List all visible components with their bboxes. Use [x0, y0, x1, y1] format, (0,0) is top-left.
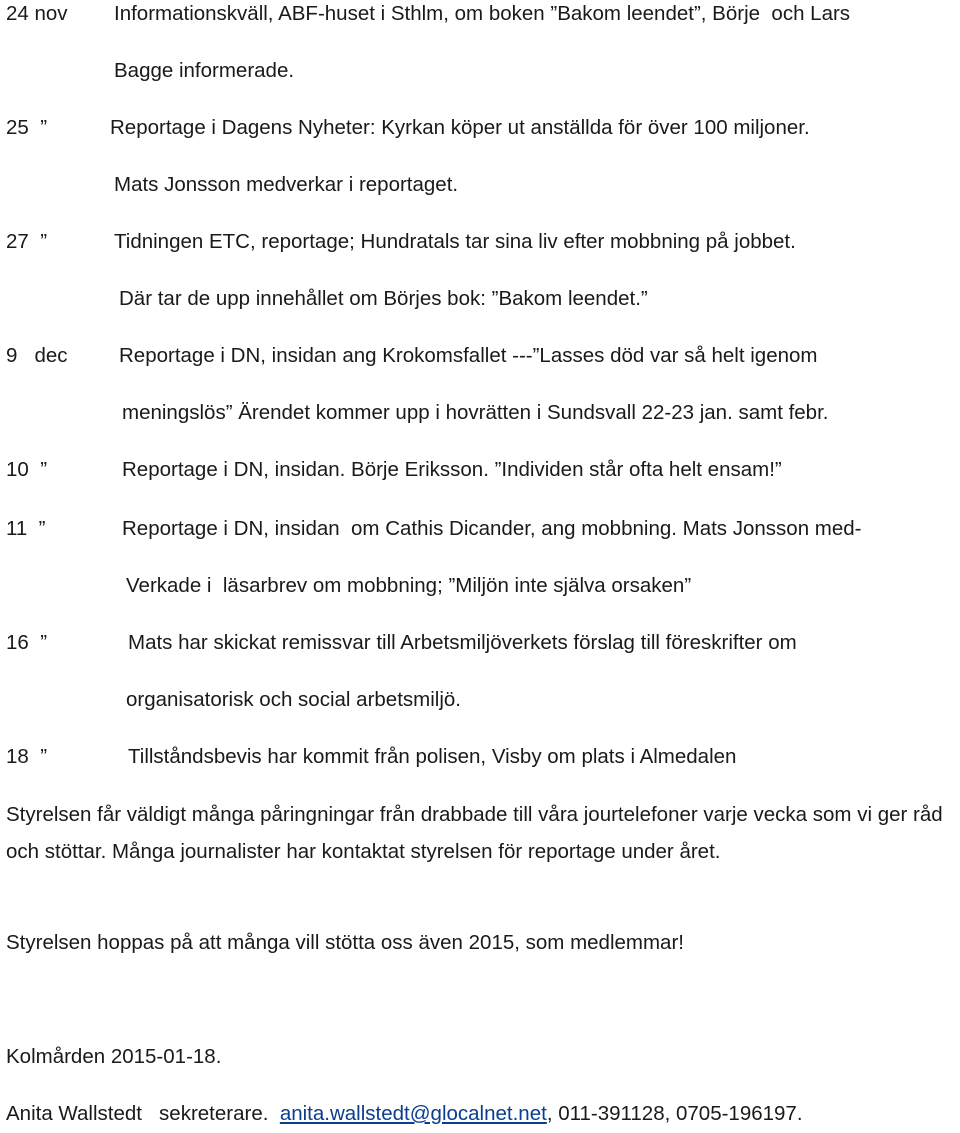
entry-date: 25 ”	[6, 116, 48, 139]
entry-text: organisatorisk och social arbetsmiljö.	[126, 688, 461, 711]
signature-phones: , 011-391128, 0705-196197.	[546, 1102, 803, 1125]
entry-text: Verkade i läsarbrev om mobbning; ”Miljön inte själva orsaken”	[126, 574, 692, 597]
entry-text: Tillståndsbevis har kommit från polisen, Visby om plats i Almedalen	[128, 745, 737, 768]
entry-text: Reportage i DN, insidan om Cathis Dicander, ang mobbning. Mats Jonsson med-	[122, 517, 862, 540]
entry-text: Reportage i Dagens Nyheter: Kyrkan köper ut anställda för över 100 miljoner.	[110, 116, 810, 139]
signature-name: Anita Wallstedt sekreterare.	[6, 1102, 280, 1125]
entry-date: 18 ”	[6, 745, 48, 768]
entry-text: Reportage i DN, insidan ang Krokomsfallet ---”Lasses död var så helt igenom	[119, 344, 818, 367]
entry-date: 10 ”	[6, 458, 48, 481]
entry-date: 27 ”	[6, 230, 48, 253]
entry-date: 11 ”	[6, 517, 46, 540]
entry-text: Tidningen ETC, reportage; Hundratals tar sina liv efter mobbning på jobbet.	[114, 230, 796, 253]
email-link[interactable]: anita.wallstedt@glocalnet.net	[279, 1102, 547, 1125]
entry-text: Reportage i DN, insidan. Börje Eriksson. ”Individen står ofta helt ensam!”	[122, 458, 782, 481]
entry-text: Mats Jonsson medverkar i reportaget.	[114, 173, 459, 196]
entry-text: Där tar de upp innehållet om Börjes bok: ”Bakom leendet.”	[119, 287, 648, 310]
signature-line	[6, 1101, 803, 1127]
entry-text: Mats har skickat remissvar till Arbetsmiljöverkets förslag till föreskrifter om	[128, 631, 797, 654]
entry-date: 9 dec	[6, 344, 68, 367]
entry-date: 24 nov	[6, 2, 68, 25]
body-paragraph: Styrelsen hoppas på att många vill stötta oss även 2015, som medlemmar!	[6, 931, 684, 954]
entry-text: Bagge informerade.	[114, 59, 295, 82]
entry-date: 16 ”	[6, 631, 48, 654]
place-date: Kolmården 2015-01-18.	[6, 1045, 222, 1068]
entry-text: Informationskväll, ABF-huset i Sthlm, om boken ”Bakom leendet”, Börje och Lars	[114, 2, 851, 25]
body-paragraph: Styrelsen får väldigt många påringningar från drabbade till våra jourtelefoner varje vecka som vi ger råd och stöttar. Många journalister har kontaktat styrelsen för reportage under året.	[6, 803, 943, 863]
entry-text: meningslös” Ärendet kommer upp i hovrätten i Sundsvall 22-23 jan. samt febr.	[122, 401, 829, 424]
